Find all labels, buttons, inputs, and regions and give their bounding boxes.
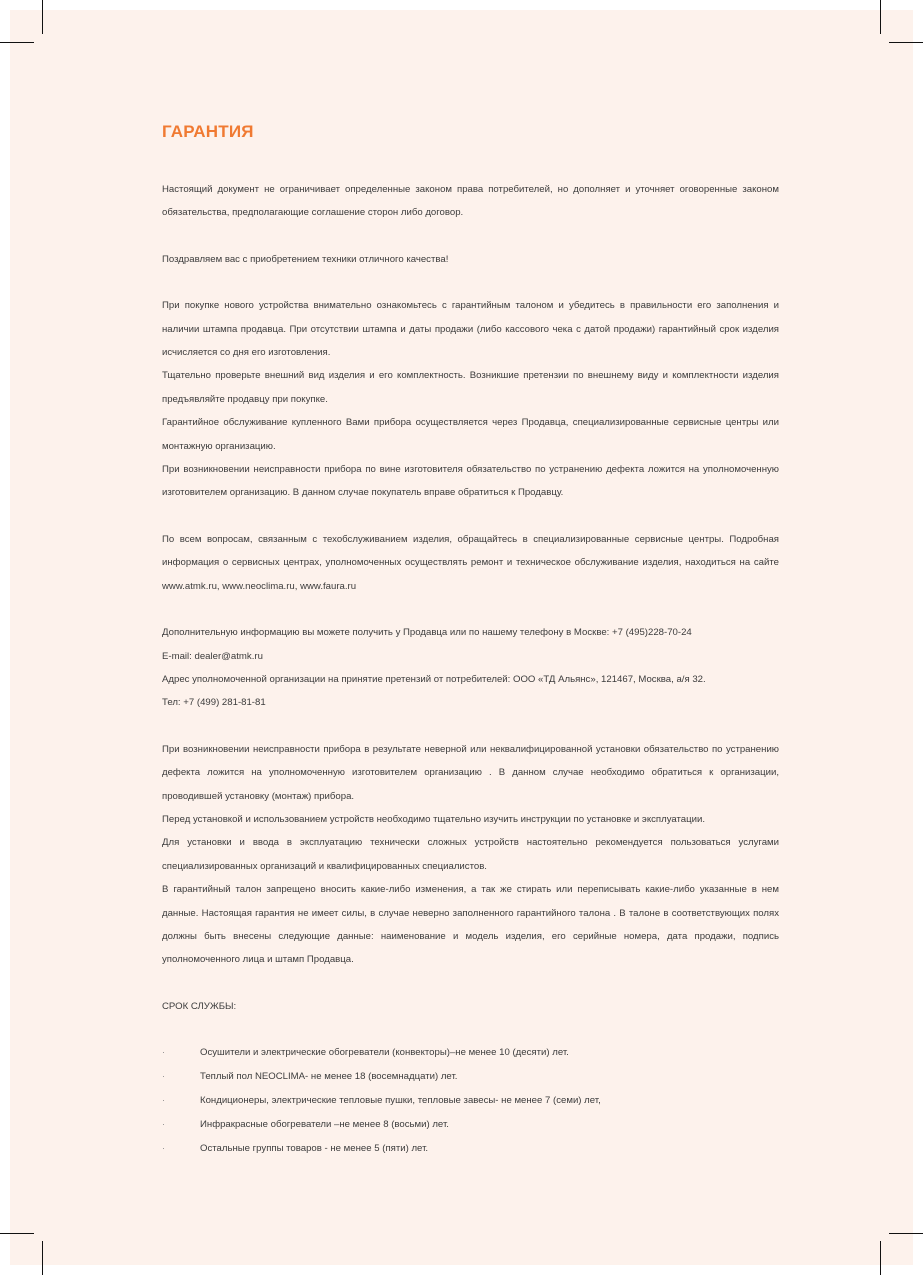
congrats-paragraph: Поздравляем вас с приобретением техники отличного качества! <box>162 253 449 265</box>
service-life-heading: СРОК СЛУЖБЫ: <box>162 1000 237 1012</box>
crop-mark-bottom-right <box>880 1241 881 1275</box>
document-body <box>162 120 779 1161</box>
installation-paragraph: Для установки и ввода в эксплуатацию технически сложных устройств настоятельно рекомендуется пользоваться услугами специализированных организаций и квалифицированных специалистов. <box>162 837 779 872</box>
purchase-paragraph: Гарантийное обслуживание купленного Вами прибора осуществляется через Продавца, специализированные сервисные центры или монтажную организацию. <box>162 417 779 452</box>
contact-address: Адрес уполномоченной организации на принятие претензий от потребителей: ООО «ТД Альянс», 121467, Москва, а/я 32. <box>162 673 706 685</box>
list-item <box>162 1041 779 1065</box>
list-item <box>162 1113 779 1137</box>
purchase-paragraph: При покупке нового устройства внимательно ознакомьтесь с гарантийным талоном и убедитесь в правильности его заполнения и наличии штампа продавца. При отсутствии штампа и даты продажи (либо кассового чека с датой продажи) гарантийный срок изделия исчисляется со дня его изготовления. <box>162 300 779 359</box>
service-info-paragraph: По всем вопросам, связанным с техобслуживанием изделия, обращайтесь в специализированные сервисные центры. Подробная информация о сервисных центрах, уполномоченных осуществлять ремонт и техническое обслуживание изделия, находиться на сайте www.atmk.ru, www.neoclima.ru, www.faura.ru <box>162 533 779 592</box>
spacer <box>162 1018 779 1041</box>
list-item <box>162 1065 779 1089</box>
installation-paragraph: Перед установкой и использованием устройств необходимо тщательно изучить инструкции по установке и эксплуатации. <box>162 813 706 825</box>
crop-mark-bottom-left-h <box>0 1233 34 1234</box>
spacer <box>162 715 779 738</box>
purchase-paragraph: Тщательно проверьте внешний вид изделия и его комплектность. Возникшие претензии по внешнему виду и комплектности изделия предъявляйте продавцу при покупке. <box>162 370 779 405</box>
crop-mark-top-left-h <box>0 42 34 43</box>
list-item-text: Осушители и электрические обогреватели (конвекторы)–не менее 10 (десяти) лет. <box>200 1047 569 1059</box>
list-item-text: Кондиционеры, электрические тепловые пушки, тепловые завесы- не менее 7 (семи) лет, <box>200 1095 601 1106</box>
spacer <box>162 598 779 621</box>
contact-phone: Дополнительную информацию вы можете получить у Продавца или по нашему телефону в Москве: +7 (495)228-70-24 <box>162 627 692 639</box>
spacer <box>162 505 779 528</box>
contact-claims-phone: Тел: +7 (499) 281-81-81 <box>162 697 266 709</box>
list-item-text: Остальные группы товаров - не менее 5 (пяти) лет. <box>200 1142 429 1154</box>
list-item <box>162 1089 779 1113</box>
service-life-list <box>162 1041 779 1161</box>
intro-paragraph: Настоящий документ не ограничивает определенные законом права потребителей, но дополняет и уточняет оговоренные законом обязательства, предполагающие соглашение сторон либо договор. <box>162 184 779 219</box>
list-item-text: Инфракрасные обогреватели –не менее 8 (восьми) лет. <box>200 1118 449 1130</box>
list-item <box>162 1137 779 1161</box>
bullet-icon: · <box>162 1071 165 1082</box>
bullet-icon: · <box>162 1095 165 1105</box>
crop-mark-bottom-right-h <box>889 1233 923 1234</box>
installation-paragraph: В гарантийный талон запрещено вносить какие-либо изменения, а так же стирать или переписывать какие-либо указанные в нем данные. Настоящая гарантия не имеет силы, в случае неверно заполненного гарантийного талона . В талоне в соответствующих полях должны быть внесены следующие данные: наименование и модель изделия, его серийные номера, дата продажи, подпись уполномоченного лица и штамп Продавца. <box>162 884 779 966</box>
bullet-icon: · <box>162 1047 165 1058</box>
installation-paragraph: При возникновении неисправности прибора в результате неверной или неквалифицированной установки обязательство по устранению дефекта ложится на уполномоченную изготовителем организацию . В данном случае необходимо обратиться к организации, проводившей установку (монтаж) прибора. <box>162 743 779 802</box>
purchase-paragraph: При возникновении неисправности прибора по вине изготовителя обязательство по устранению дефекта ложится на уполномоченную изготовителем организацию. В данном случае покупатель вправе обратиться к Продавцу. <box>162 464 779 499</box>
crop-mark-bottom-left <box>42 1241 43 1275</box>
bullet-icon: · <box>162 1118 165 1129</box>
bullet-icon: · <box>162 1142 165 1153</box>
spacer <box>162 271 779 294</box>
crop-mark-top-right <box>880 0 881 34</box>
contact-email: E-mail: dealer@atmk.ru <box>162 650 263 662</box>
crop-mark-top-left <box>42 0 43 34</box>
spacer <box>162 972 779 995</box>
spacer <box>162 225 779 248</box>
page-title: ГАРАНТИЯ <box>162 122 254 141</box>
crop-mark-top-right-h <box>889 42 923 43</box>
list-item-text: Теплый пол NEOCLIMA- не менее 18 (восемнадцати) лет. <box>200 1071 458 1083</box>
